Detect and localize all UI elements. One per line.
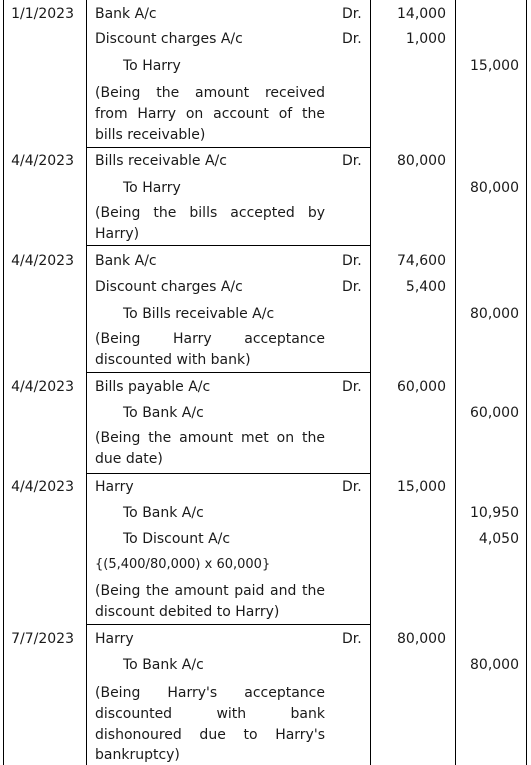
credit-amount: 60,000 bbox=[470, 405, 519, 421]
debit-account: Bills payable A/c bbox=[95, 379, 211, 395]
credit-account: To Bank A/c bbox=[123, 505, 204, 521]
narration-line: due date) bbox=[95, 451, 163, 467]
narration-line: Harry) bbox=[95, 226, 140, 242]
narration-line: (Being the bills accepted by bbox=[95, 205, 325, 221]
debit-amount: 15,000 bbox=[397, 479, 446, 495]
debit-amount: 80,000 bbox=[397, 631, 446, 647]
credit-account: To Discount A/c bbox=[123, 531, 231, 547]
debit-account: Discount charges A/c bbox=[95, 31, 243, 47]
narration-line: from Harry on account of the bbox=[95, 106, 325, 122]
credit-amount: 80,000 bbox=[470, 180, 519, 196]
credit-amount: 80,000 bbox=[470, 657, 519, 673]
dr-marker: Dr. bbox=[342, 631, 362, 647]
debit-account: Discount charges A/c bbox=[95, 279, 243, 295]
credit-account: To Bank A/c bbox=[123, 657, 204, 673]
debit-account: Harry bbox=[95, 479, 134, 495]
credit-amount: 4,050 bbox=[478, 531, 519, 547]
entry-date: 4/4/2023 bbox=[11, 153, 74, 169]
dr-marker: Dr. bbox=[342, 279, 362, 295]
narration-line: (Being the amount paid and the bbox=[95, 583, 325, 599]
debit-amount: 80,000 bbox=[397, 153, 446, 169]
debit-amount: 5,400 bbox=[405, 279, 446, 295]
debit-account: Bank A/c bbox=[95, 253, 157, 269]
dr-marker: Dr. bbox=[342, 31, 362, 47]
row-rule bbox=[86, 473, 371, 474]
dr-marker: Dr. bbox=[342, 6, 362, 22]
narration-line: discount debited to Harry) bbox=[95, 604, 280, 620]
debit-account: Harry bbox=[95, 631, 134, 647]
credit-account: To Bills receivable A/c bbox=[123, 306, 275, 322]
credit-amount: 15,000 bbox=[470, 58, 519, 74]
column-rule bbox=[86, 0, 87, 765]
credit-account: To Harry bbox=[123, 58, 181, 74]
row-rule bbox=[86, 372, 371, 373]
column-rule bbox=[526, 0, 527, 765]
row-rule bbox=[86, 147, 371, 148]
narration-line: (Being Harry's acceptance bbox=[95, 685, 325, 701]
narration-line: (Being the amount met on the bbox=[95, 430, 325, 446]
dr-marker: Dr. bbox=[342, 379, 362, 395]
credit-account: To Bank A/c bbox=[123, 405, 204, 421]
debit-amount: 60,000 bbox=[397, 379, 446, 395]
debit-amount: 14,000 bbox=[397, 6, 446, 22]
column-rule bbox=[455, 0, 456, 765]
debit-account: Bank A/c bbox=[95, 6, 157, 22]
credit-amount: 10,950 bbox=[470, 505, 519, 521]
narration-line: (Being the amount received bbox=[95, 85, 325, 101]
entry-date: 1/1/2023 bbox=[11, 6, 74, 22]
narration-line: bankruptcy) bbox=[95, 747, 180, 763]
entry-date: 4/4/2023 bbox=[11, 479, 74, 495]
entry-date: 4/4/2023 bbox=[11, 379, 74, 395]
credit-account: To Harry bbox=[123, 180, 181, 196]
narration-line: bills receivable) bbox=[95, 127, 206, 143]
dr-marker: Dr. bbox=[342, 153, 362, 169]
narration-line: discounted with bank) bbox=[95, 352, 251, 368]
narration-line: discounted with bank bbox=[95, 706, 325, 722]
row-rule bbox=[86, 624, 371, 625]
row-rule bbox=[86, 245, 371, 246]
narration-line: (Being Harry acceptance bbox=[95, 331, 325, 347]
entry-date: 4/4/2023 bbox=[11, 253, 74, 269]
debit-amount: 1,000 bbox=[405, 31, 446, 47]
dr-marker: Dr. bbox=[342, 479, 362, 495]
entry-date: 7/7/2023 bbox=[11, 631, 74, 647]
credit-amount: 80,000 bbox=[470, 306, 519, 322]
dr-marker: Dr. bbox=[342, 253, 362, 269]
discount-formula: {(5,400/80,000) x 60,000} bbox=[95, 557, 271, 572]
narration-line: dishonoured due to Harry's bbox=[95, 727, 325, 743]
debit-amount: 74,600 bbox=[397, 253, 446, 269]
debit-account: Bills receivable A/c bbox=[95, 153, 227, 169]
